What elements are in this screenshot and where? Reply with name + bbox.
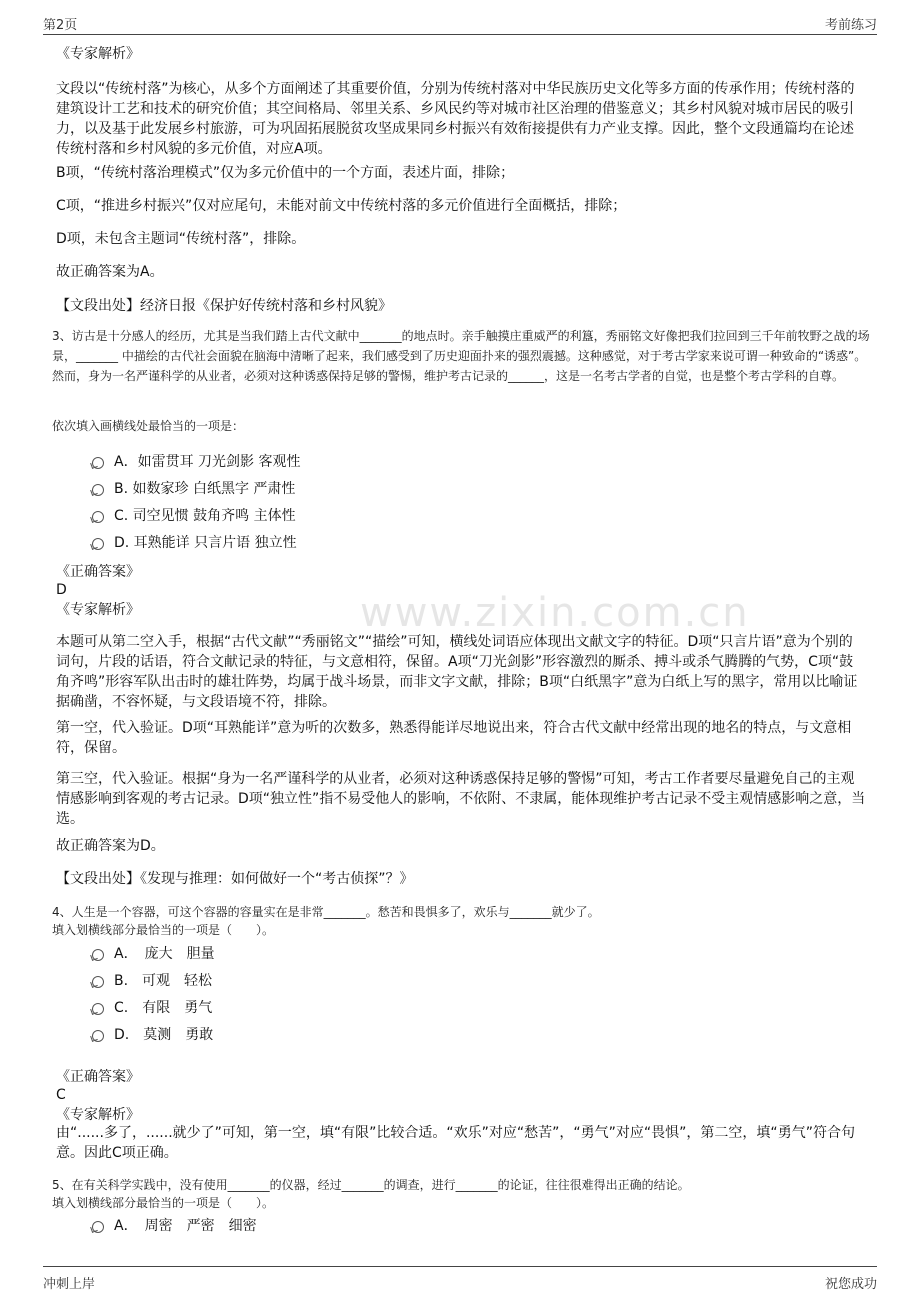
q5-option-a[interactable]: A． 周密 严密 细密 (92, 1216, 257, 1236)
q4-option-a[interactable]: A． 庞大 胆量 (92, 944, 215, 964)
q3-prompt: 依次填入画横线处最恰当的一项是： (52, 419, 245, 433)
radio-icon[interactable] (92, 949, 104, 961)
q3-option-b[interactable]: B. 如数家珍 白纸黑字 严肃性 (92, 479, 295, 499)
q2-analysis-title: 《专家解析》 (56, 46, 140, 62)
footer-left-text: 冲刺上岸 (43, 1277, 96, 1292)
q3-answer-line: 故正确答案为D。 (56, 838, 165, 854)
q4-answer-title: 《正确答案》 (56, 1069, 140, 1085)
q4-option-b[interactable]: B. 可观 轻松 (92, 971, 212, 991)
q2-analysis-p4: D项，未包含主题词“传统村落”，排除。 (56, 231, 306, 247)
page-footer (43, 1266, 877, 1297)
radio-icon[interactable] (92, 1221, 104, 1233)
q5-prompt: 填入划横线部分最恰当的一项是（ ）。 (52, 1196, 275, 1210)
q2-source: 【文段出处】经济日报《保护好传统村落和乡村风貌》 (56, 298, 392, 314)
q4-analysis-p1: 由“......多了，......就少了”可知，第一空，填“有限”比较合适。“欢乐”对应“愁苦”，“勇气”对应“畏惧”，第二空，填“勇气”符合句意。因此C项正确。 (56, 1125, 855, 1161)
q4-option-d[interactable]: D. 莫测 勇敢 (92, 1025, 213, 1045)
radio-icon[interactable] (92, 457, 104, 469)
q3-option-d[interactable]: D. 耳熟能详 只言片语 独立性 (92, 533, 297, 553)
q2-analysis-p2: B项，“传统村落治理模式”仅为多元价值中的一个方面，表述片面，排除； (56, 165, 515, 181)
q3-source: 【文段出处】《发现与推理：如何做好一个“考古侦探”？》 (56, 871, 414, 887)
q2-answer-line: 故正确答案为A。 (56, 264, 164, 280)
q3-answer-title: 《正确答案》 (56, 564, 140, 580)
q3-option-a[interactable]: A．如雷贯耳 刀光剑影 客观性 (92, 452, 300, 472)
q5-stem: 5、在有关科学实践中，没有使用_______的仪器，经过_______的调查，进行_______的论证，往往很难得出正确的结论。 (52, 1178, 690, 1192)
q3-stem: 3、访古是十分感人的经历，尤其是当我们踏上古代文献中_______的地点时。亲手触摸庄重威严的利簋，秀丽铭文好像把我们拉回到三千年前牧野之战的场景，_______ 中描绘的古代社会面貌在脑海中清晰了起来，我们感受到了历史迎面扑来的强烈震撼。这种感觉，对于考古学家来说可谓一种致命的“诱惑”。然而，身为一名严谨科学的从业者，必须对这种诱惑保持足够的警惕，维护考古记录的______，这是一名考古学者的自觉，也是整个考古学科的自尊。 (52, 329, 870, 383)
q4-analysis-title: 《专家解析》 (56, 1107, 140, 1123)
q4-option-c[interactable]: C. 有限 勇气 (92, 998, 212, 1018)
q4-answer: C (56, 1087, 66, 1103)
radio-icon[interactable] (92, 511, 104, 523)
q3-analysis-title: 《专家解析》 (56, 602, 140, 618)
watermark: www.zixin.com.cn (360, 590, 750, 636)
q3-answer: D (56, 582, 67, 598)
q3-analysis-p3: 第三空，代入验证。根据“身为一名严谨科学的从业者，必须对这种诱惑保持足够的警惕”可知，考古工作者要尽量避免自己的主观情感影响到客观的考古记录。D项“独立性”指不易受他人的影响，不依附、不隶属，能体现维护考古记录不受主观情感影响之意，当选。 (56, 771, 866, 827)
q4-stem: 4、人生是一个容器，可这个容器的容量实在是非常_______。愁苦和畏惧多了，欢乐与_______就少了。 (52, 905, 600, 919)
radio-icon[interactable] (92, 1003, 104, 1015)
radio-icon[interactable] (92, 538, 104, 550)
q2-analysis-p3: C项，“推进乡村振兴”仅对应尾句，未能对前文中传统村落的多元价值进行全面概括，排除； (56, 198, 627, 214)
q3-analysis-p2: 第一空，代入验证。D项“耳熟能详”意为听的次数多，熟悉得能详尽地说出来，符合古代文献中经常出现的地名的特点，与文意相符，保留。 (56, 720, 852, 756)
page-header (43, 12, 877, 35)
radio-icon[interactable] (92, 1030, 104, 1042)
page-number: 第2页 (43, 18, 78, 33)
header-title: 考前练习 (824, 18, 877, 33)
radio-icon[interactable] (92, 484, 104, 496)
footer-right-text: 祝您成功 (824, 1277, 877, 1292)
q2-analysis-p1: 文段以“传统村落”为核心，从多个方面阐述了其重要价值，分别为传统村落对中华民族历史文化等多方面的传承作用；传统村落的建筑设计工艺和技术的研究价值；其空间格局、邻里关系、乡风民约等对城市社区治理的借鉴意义；其乡村风貌对城市居民的吸引力，以及基于此发展乡村旅游，可为巩固拓展脱贫攻坚成果同乡村振兴有效衔接提供有力产业支撑。因此，整个文段通篇均在论述传统村落和乡村风貌的多元价值，对应A项。 (56, 81, 855, 157)
q4-prompt: 填入划横线部分最恰当的一项是（ ）。 (52, 923, 275, 937)
q3-analysis-p1: 本题可从第二空入手，根据“古代文献”“秀丽铭文”“描绘”可知，横线处词语应体现出文献文字的特征。D项“只言片语”意为个别的词句，片段的话语，符合文献记录的特征，与文意相符，保留。A项“刀光剑影”形容激烈的厮杀、搏斗或杀气腾腾的气势，C项“鼓角齐鸣”形容军队出击时的雄壮阵势，均属于战斗场景，而非文字文献，排除；B项“白纸黑字”意为白纸上写的黑字，常用以比喻证据确凿，不容怀疑，与文段语境不符，排除。 (56, 634, 858, 710)
q3-option-c[interactable]: C. 司空见惯 鼓角齐鸣 主体性 (92, 506, 296, 526)
radio-icon[interactable] (92, 976, 104, 988)
